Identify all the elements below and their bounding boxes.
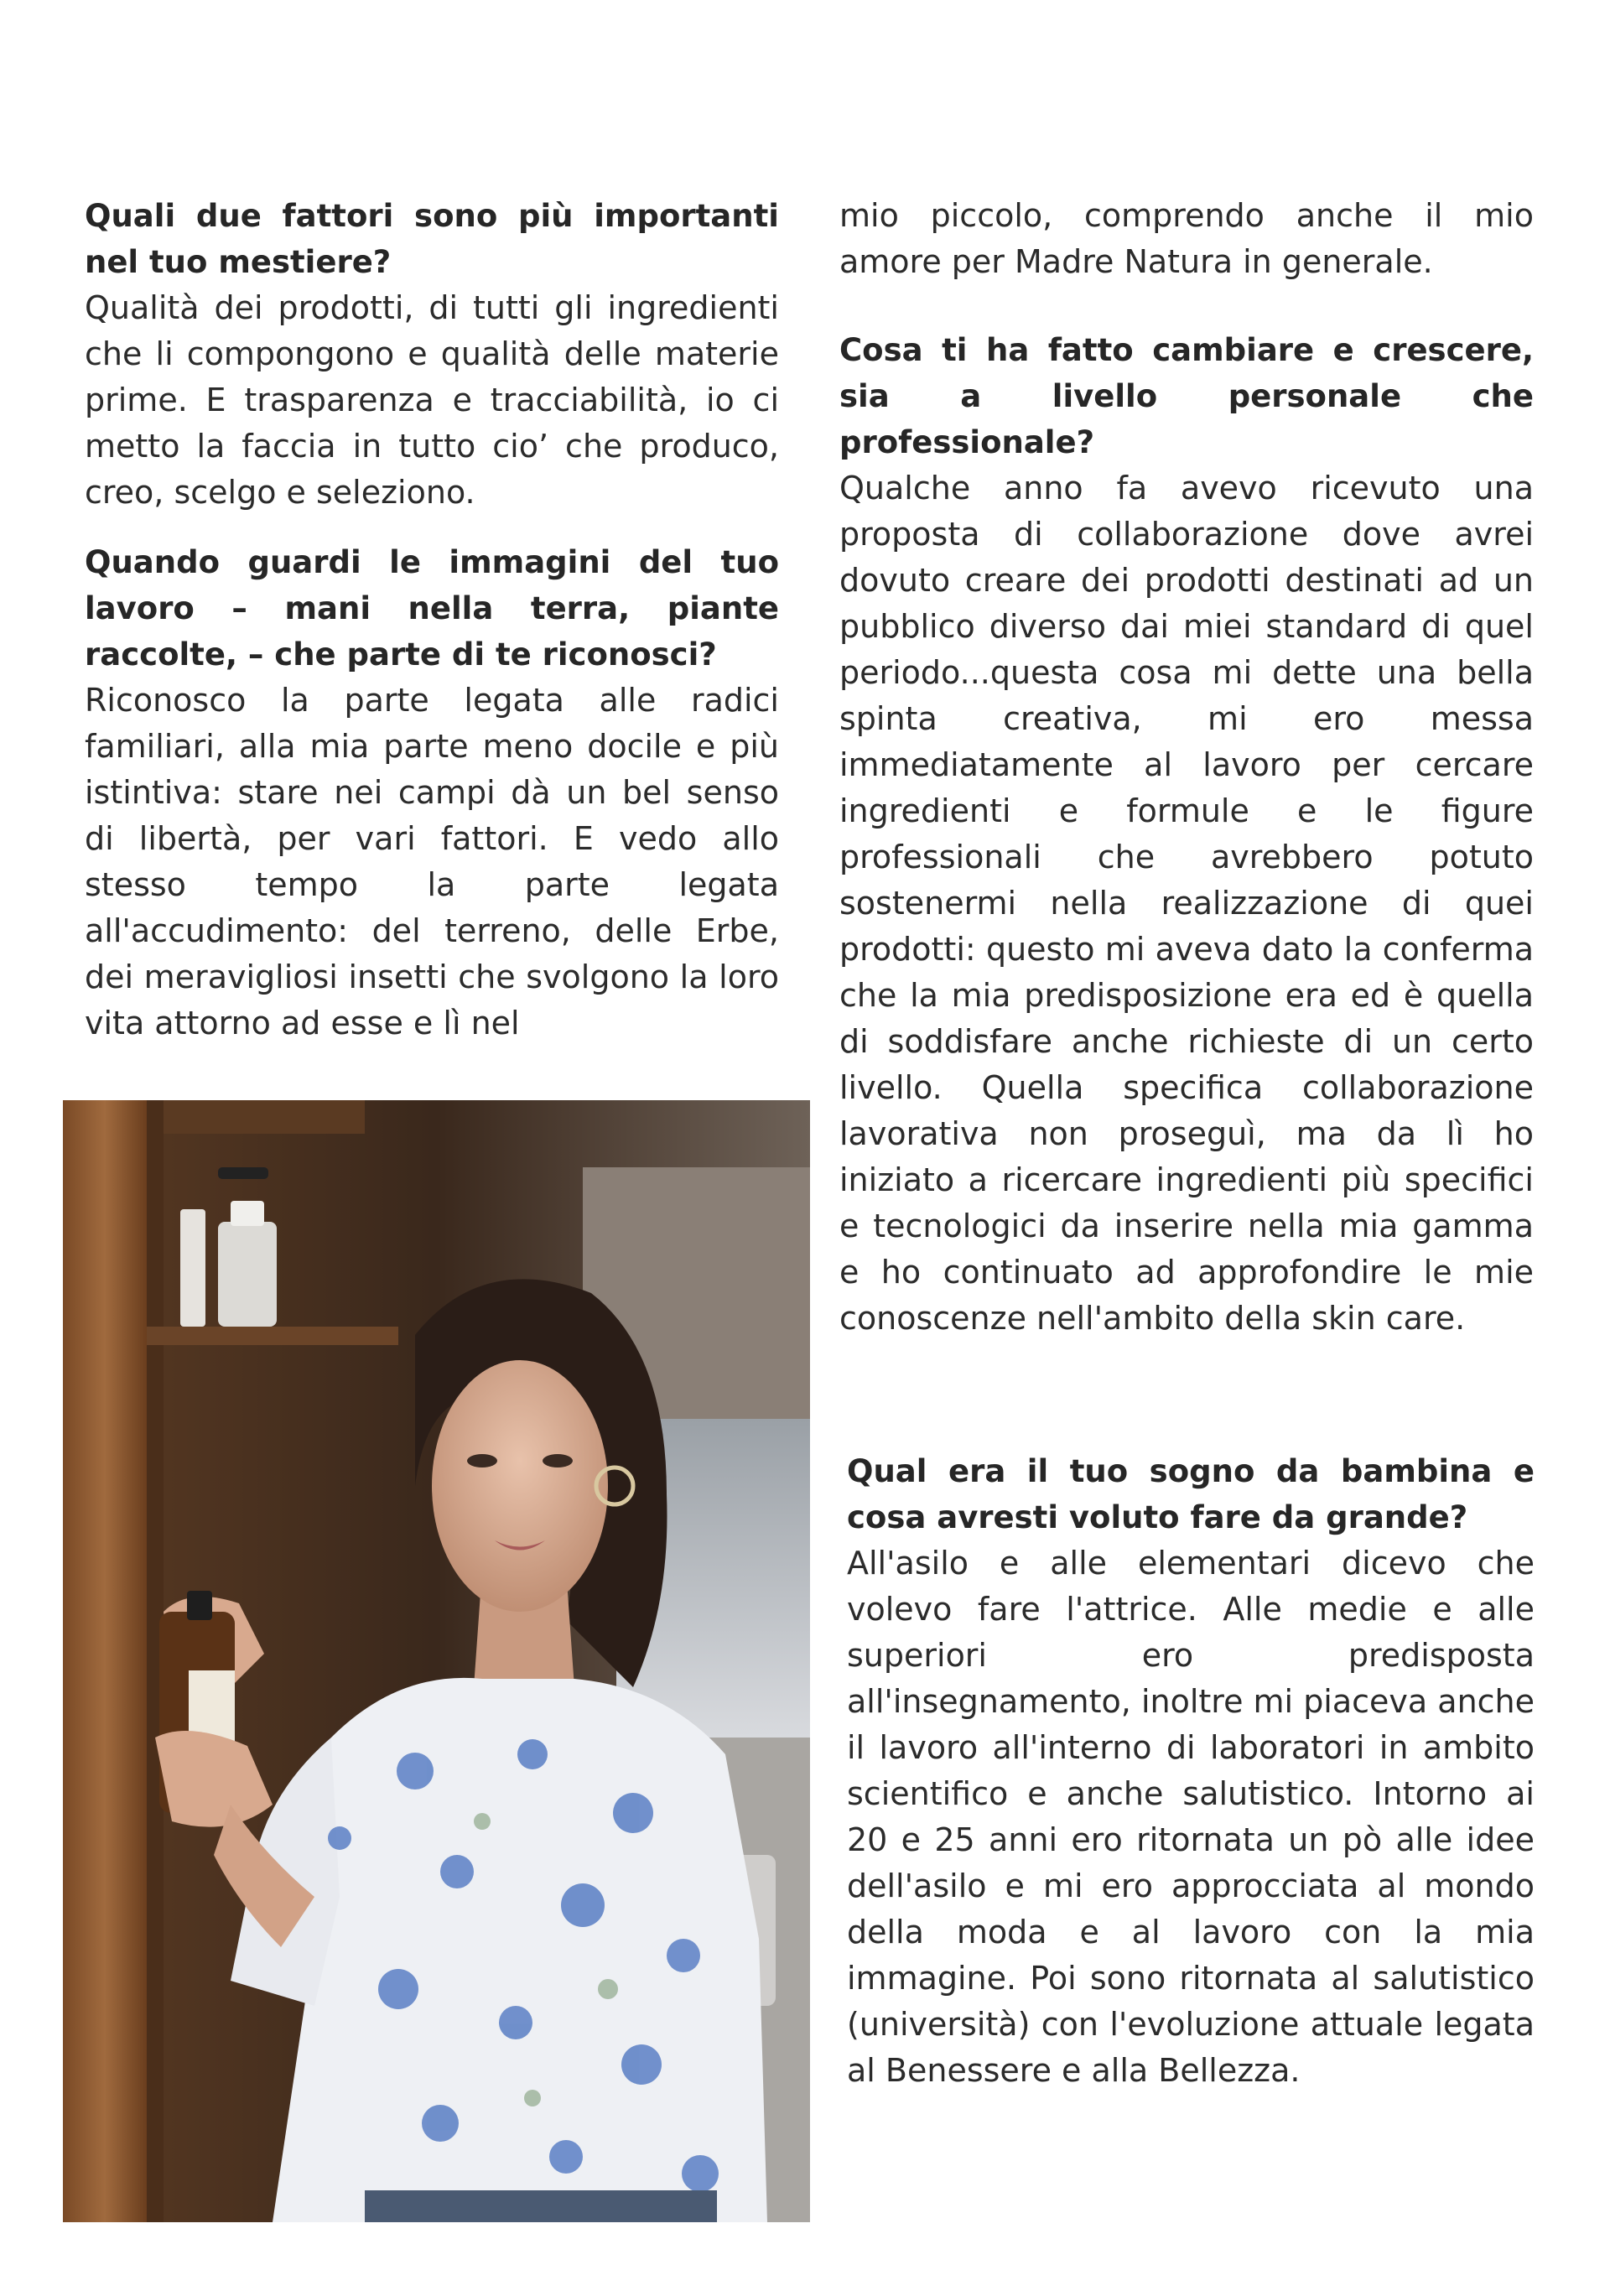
portrait-illustration (63, 1100, 810, 2222)
portrait-photo (63, 1100, 810, 2222)
question-change-and-growth: Cosa ti ha fatto cambiare e crescere, sia a livello personale che professionale? (839, 332, 1534, 460)
answer-important-factors: Qualità dei prodotti, di tutti gli ingredienti che li compongono e qualità delle materie prime. E trasparenza e tracciabilità, io ci metto la faccia in tutto cio’ che produco, creo, scelgo e seleziono. (85, 289, 779, 511)
right-column-bottom (847, 1448, 1535, 2094)
answer-images-of-work: Riconosco la parte legata alle radici familiari, alla mia parte meno docile e più istintiva: stare nei campi dà un bel senso di libertà, per vari fattori. E vedo allo stesso tempo la parte legata all'accudimento: del terreno, delle Erbe, dei meravigliosi insetti che svolgono la loro vita attorno ad esse e lì nel (85, 682, 779, 1042)
question-childhood-dream: Qual era il tuo sogno da bambina e cosa avresti voluto fare da grande? (847, 1453, 1535, 1535)
answer-change-and-growth: Qualche anno fa avevo ricevuto una proposta di collaborazione dove avrei dovuto creare dei prodotti destinati ad un pubblico diverso dai miei standard di quel periodo...questa cosa mi dette una bella spinta creativa, mi ero messa immediatamente al lavoro per cercare ingredienti e formule e le figure professionali che avrebbero potuto sostenermi nella realizzazione di quei prodotti: questo mi aveva dato la conferma che la mia predisposizione era ed è quella di soddisfare anche richieste di un certo livello. Quella specifica collaborazione lavorativa non proseguì, ma da lì ho iniziato a ricercare ingredienti più specifici e tecnologici da inserire nella mia gamma e ho continuato ad approfondire le mie conoscenze nell'ambito della skin care. (839, 470, 1534, 1337)
question-important-factors: Quali due fattori sono più importanti nel tuo mestiere? (85, 198, 779, 280)
answer-childhood-dream: All'asilo e alle elementari dicevo che volevo fare l'attrice. Alle medie e alle superiori ero predisposta all'insegnamento, inoltre mi piaceva anche il lavoro all'interno di laboratori in ambito scientifico e anche salutistico. Intorno ai 20 e 25 anni ero ritornata un pò alle idee dell'asilo e mi ero approcciata al mondo della moda e al lavoro con la mia immagine. Poi sono ritornata al salutistico (università) con l'evoluzione attuale legata al Benessere e alla Bellezza. (847, 1545, 1535, 2089)
right-column-top (839, 193, 1534, 1342)
left-column (85, 193, 779, 1047)
answer-images-of-work-continued: mio piccolo, comprendo anche il mio amore per Madre Natura in generale. (839, 197, 1534, 280)
question-images-of-work: Quando guardi le immagini del tuo lavoro – mani nella terra, piante raccolte, – che parte di te riconosci? (85, 544, 779, 673)
